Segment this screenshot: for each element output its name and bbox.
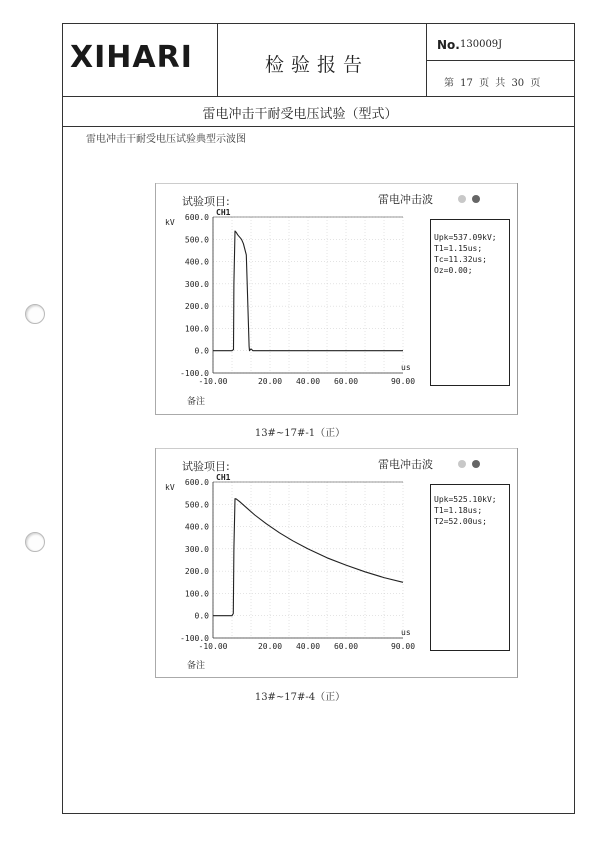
report-title: 检验报告 <box>265 54 370 76</box>
test-item-label-1: 试验项目: <box>182 195 230 208</box>
y-tick-label: 400.0 <box>184 257 209 267</box>
x-tick-label: -10.00 <box>198 642 228 651</box>
y-axis-label: kV <box>165 483 175 492</box>
status-dot-dark-1 <box>472 195 480 203</box>
channel-label: CH1 <box>216 208 231 217</box>
x-tick-label: 90.00 <box>390 377 416 386</box>
x-axis-label: us <box>401 628 411 637</box>
binder-hole-bottom <box>25 532 45 552</box>
y-tick-label: 300.0 <box>184 279 209 289</box>
x-tick-label: 20.00 <box>257 377 283 386</box>
y-tick-label: 300.0 <box>184 544 209 554</box>
waveform-line <box>213 231 403 351</box>
chart-caption-1: 13#~17#-1（正） <box>254 428 346 439</box>
wave-label-1: 雷电冲击波 <box>378 193 433 206</box>
info-line: Upk=525.10kV; <box>434 495 497 504</box>
binder-hole-top <box>25 304 45 324</box>
number-row-divider <box>426 60 575 61</box>
x-tick-label: 60.00 <box>333 642 359 651</box>
y-tick-label: -100.0 <box>180 634 209 643</box>
info-box-1 <box>430 219 510 386</box>
remark-label-1: 备注 <box>187 397 206 407</box>
x-tick-label: 60.00 <box>333 377 359 386</box>
y-tick-label: 600.0 <box>184 478 209 487</box>
x-tick-label: 40.00 <box>295 642 321 651</box>
y-tick-label: 100.0 <box>184 589 209 599</box>
info-line: T1=1.15us; <box>434 244 483 253</box>
y-tick-label: 400.0 <box>184 522 209 532</box>
chart-caption-2: 13#~17#-4（正） <box>254 692 346 703</box>
page-info: 第 17 页 共 30 页 <box>444 78 541 89</box>
y-tick-label: 0.0 <box>194 611 209 621</box>
report-number-label: No. <box>437 38 460 52</box>
oscillogram-chart-1 <box>160 205 420 390</box>
y-tick-label: 600.0 <box>184 213 209 222</box>
oscillogram-chart-2 <box>160 470 420 655</box>
wave-label-2: 雷电冲击波 <box>378 458 433 471</box>
header-divider <box>62 96 575 97</box>
info-line: Tc=11.32us; <box>434 255 487 264</box>
section-caption: 雷电冲击干耐受电压试验典型示波图 <box>86 134 246 145</box>
y-axis-label: kV <box>165 218 175 227</box>
y-tick-label: 200.0 <box>184 567 209 577</box>
info-line: Upk=537.09kV; <box>434 233 497 242</box>
company-logo: XIHARI <box>70 40 193 75</box>
info-line: Oz=0.00; <box>434 266 473 275</box>
remark-label-2: 备注 <box>187 661 206 671</box>
x-tick-label: 20.00 <box>257 642 283 651</box>
x-axis-label: us <box>401 363 411 372</box>
y-tick-label: 200.0 <box>184 302 209 312</box>
y-tick-label: 500.0 <box>184 235 209 245</box>
subtitle-divider <box>62 126 575 127</box>
y-tick-label: 0.0 <box>194 346 209 356</box>
info-line: T2=52.00us; <box>434 517 487 526</box>
y-tick-label: 100.0 <box>184 324 209 334</box>
status-dot-light-2 <box>458 460 466 468</box>
y-tick-label: 500.0 <box>184 500 209 510</box>
test-item-label-2: 试验项目: <box>182 460 230 473</box>
y-tick-label: -100.0 <box>180 369 209 378</box>
info-box-2 <box>430 484 510 651</box>
info-line: T1=1.18us; <box>434 506 483 515</box>
status-dot-dark-2 <box>472 460 480 468</box>
logo-divider <box>217 23 218 96</box>
test-subtitle: 雷电冲击干耐受电压试验（型式） <box>202 107 398 122</box>
x-tick-label: 90.00 <box>390 642 416 651</box>
channel-label: CH1 <box>216 473 231 482</box>
x-tick-label: 40.00 <box>295 377 321 386</box>
report-number: 130009J <box>460 39 503 50</box>
status-dot-light-1 <box>458 195 466 203</box>
x-tick-label: -10.00 <box>198 377 228 386</box>
